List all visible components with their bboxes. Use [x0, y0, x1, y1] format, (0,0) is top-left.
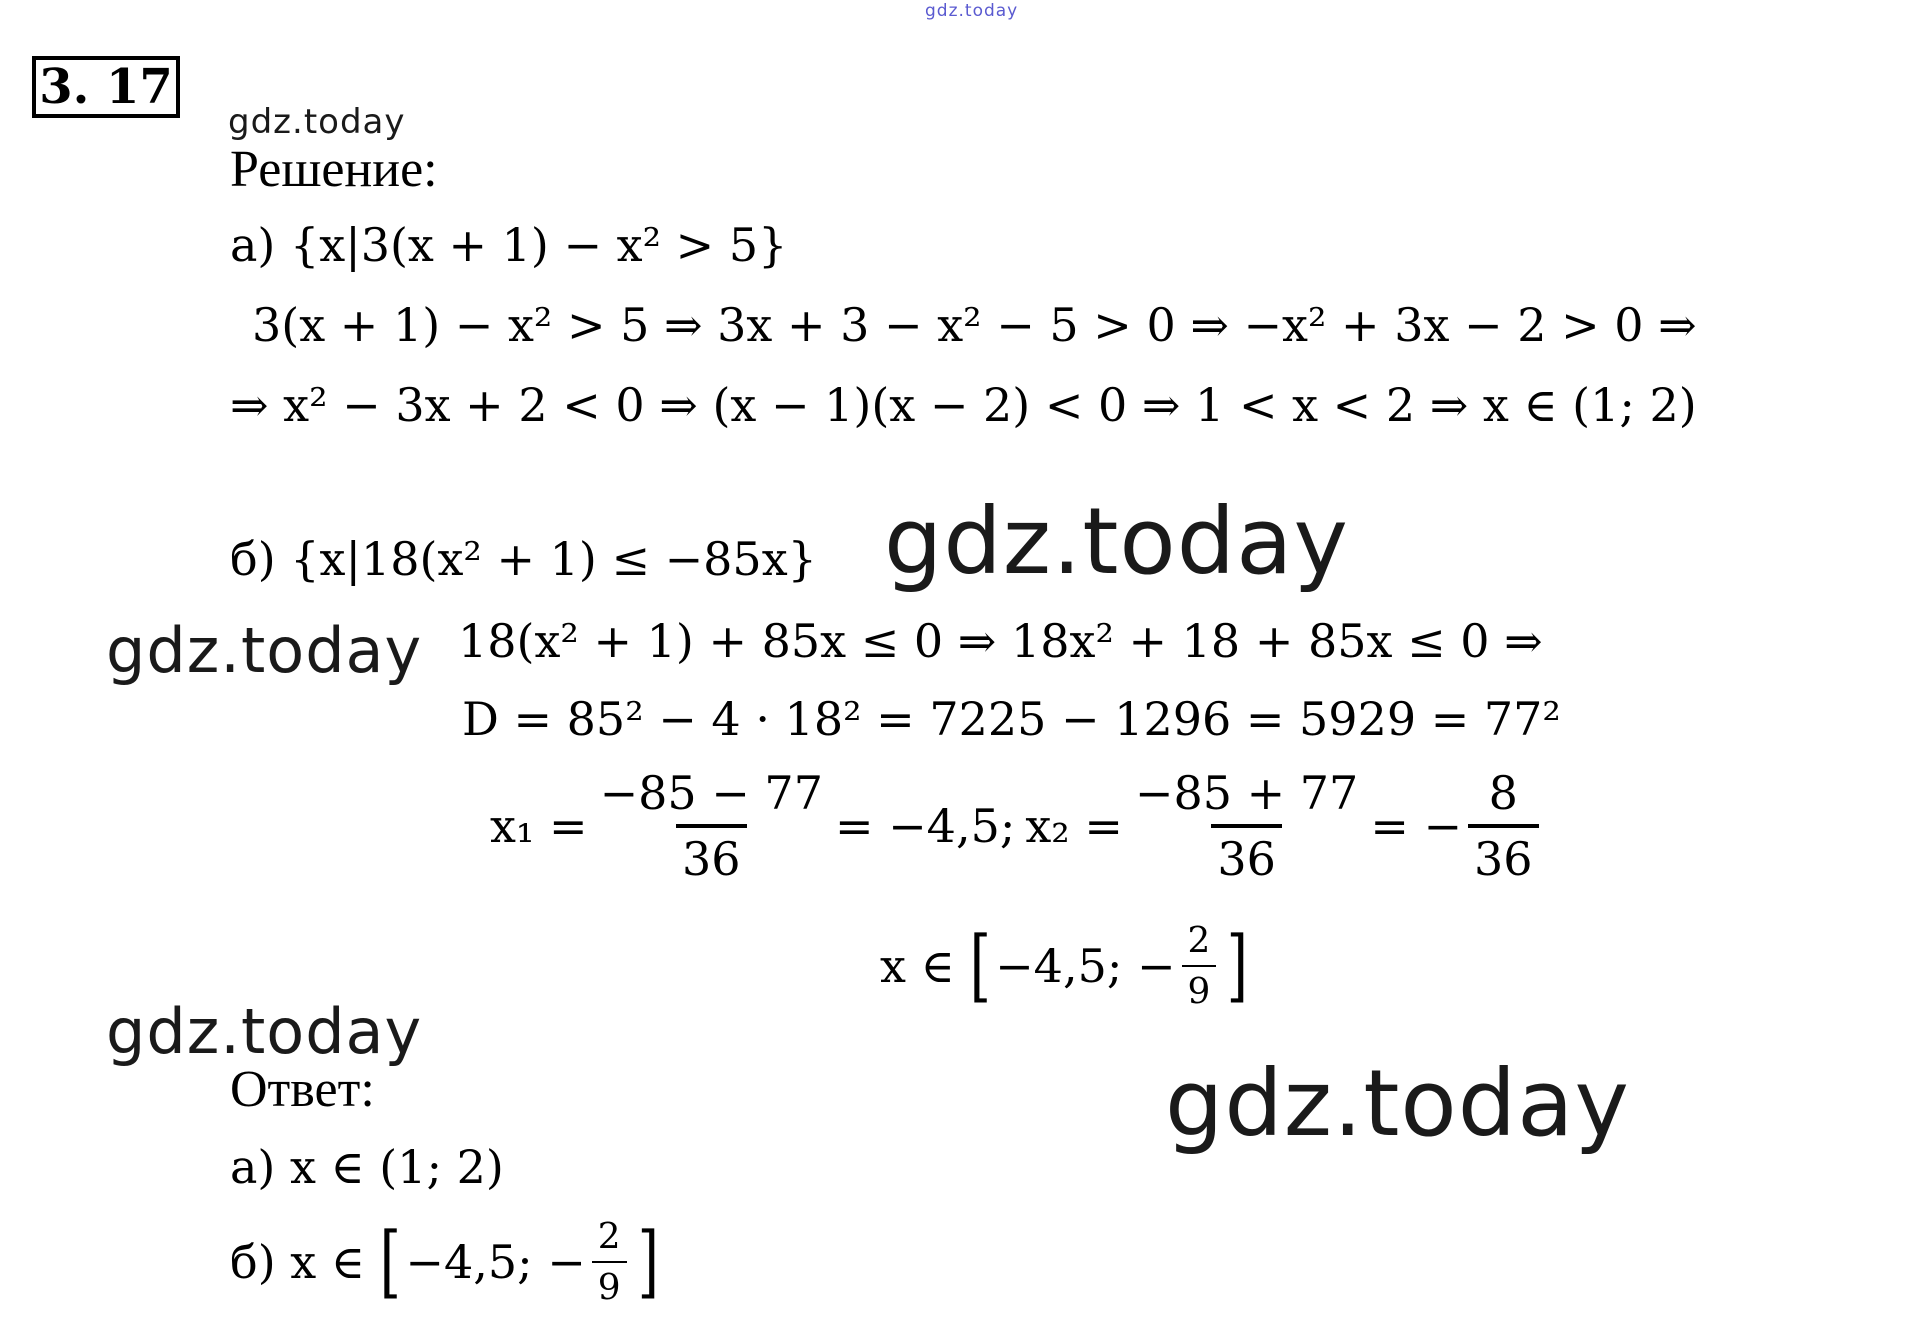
watermark: gdz.today [884, 488, 1349, 595]
x2-value-fraction [1468, 766, 1539, 886]
x2-denominator: 36 [1211, 824, 1282, 886]
answer-b [230, 1216, 663, 1308]
interval-left: −4,5; − [995, 939, 1176, 993]
x1-label: x₁ = [490, 799, 588, 853]
problem-number: 3. 17 [32, 56, 180, 118]
discriminant-line: D = 85² − 4 · 18² = 7225 − 1296 = 5929 = 77² [462, 692, 1561, 746]
answer-right-bracket: ] [637, 1215, 659, 1307]
x1-denominator: 36 [676, 824, 747, 886]
x2-value-denominator: 36 [1468, 824, 1539, 886]
interval-line [880, 920, 1253, 1012]
x2-label: x₂ = [1025, 799, 1123, 853]
watermark: gdz.today [106, 995, 423, 1068]
part-b-header: б) {x|18(x² + 1) ≤ −85x} [230, 532, 817, 586]
interval-prefix: x ∈ [880, 939, 955, 993]
part-a-header: а) {x|3(x + 1) − x² > 5} [230, 218, 788, 272]
watermark: gdz.today [228, 102, 406, 142]
part-a-line2: ⇒ x² − 3x + 2 < 0 ⇒ (x − 1)(x − 2) < 0 ⇒ 1 < x < 2 ⇒ x ∈ (1; 2) [230, 378, 1697, 432]
part-a-line1: 3(x + 1) − x² > 5 ⇒ 3x + 3 − x² − 5 > 0 ⇒ −x² + 3x − 2 > 0 ⇒ [252, 298, 1697, 352]
answer-fraction [592, 1216, 627, 1308]
roots-line [490, 766, 1545, 886]
watermark: gdz.today [106, 614, 423, 687]
x1-fraction [594, 766, 829, 886]
left-bracket: [ [969, 919, 991, 1011]
x2-equals: = − [1370, 799, 1463, 853]
answer-label: Ответ: [230, 1061, 375, 1118]
answer-b-left: −4,5; − [405, 1235, 586, 1289]
x1-value: = −4,5; [834, 799, 1016, 853]
answer-b-prefix: б) x ∈ [230, 1235, 365, 1289]
x2-fraction [1129, 766, 1364, 886]
interval-denominator: 9 [1182, 965, 1217, 1012]
answer-a: а) x ∈ (1; 2) [230, 1140, 504, 1194]
x2-numerator: −85 + 77 [1134, 766, 1359, 820]
solution-label: Решение: [230, 141, 438, 198]
part-b-line1: 18(x² + 1) + 85x ≤ 0 ⇒ 18x² + 18 + 85x ≤ 0 ⇒ [458, 614, 1543, 668]
answer-numerator: 2 [597, 1216, 621, 1257]
interval-fraction [1182, 920, 1217, 1012]
x1-numerator: −85 − 77 [599, 766, 823, 820]
answer-left-bracket: [ [379, 1215, 401, 1307]
answer-denominator: 9 [592, 1261, 627, 1308]
interval-numerator: 2 [1187, 920, 1211, 961]
watermark: gdz.today [1165, 1050, 1630, 1157]
right-bracket: ] [1226, 919, 1249, 1011]
watermark-top: gdz.today [925, 1, 1019, 21]
x2-value-numerator: 8 [1488, 766, 1518, 820]
